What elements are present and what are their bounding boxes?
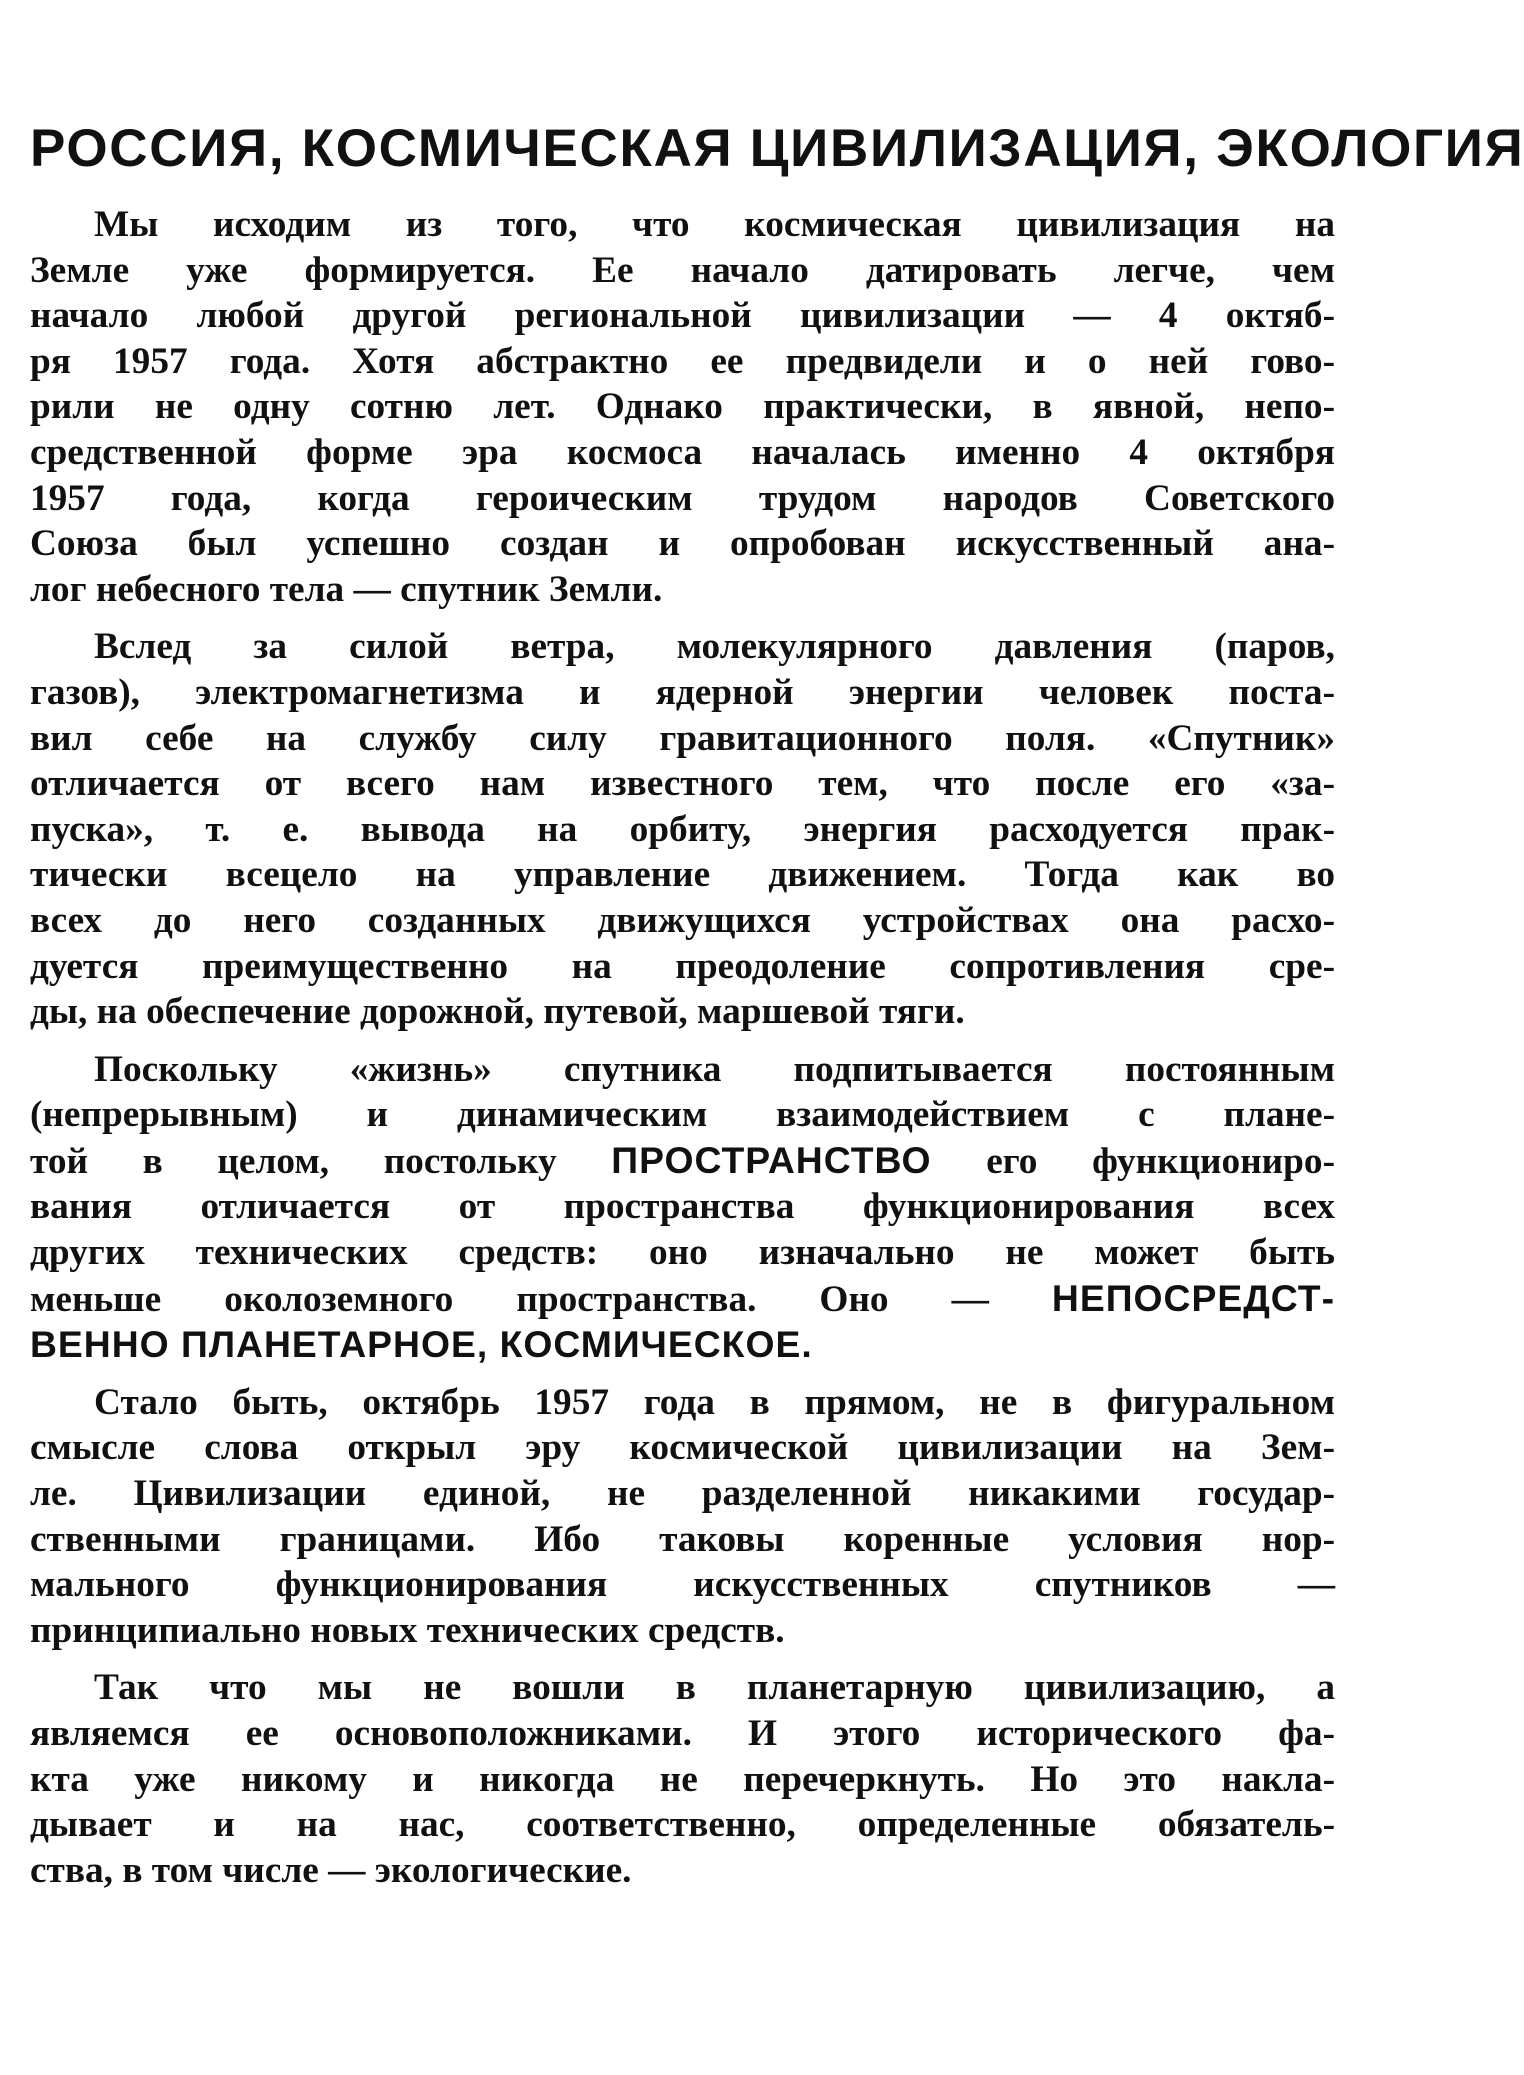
text-line: пуска», т. е. вывода на орбиту, энергия расходуется прак- xyxy=(30,808,1335,850)
text-line: Стало быть, октябрь 1957 года в прямом, не в фигуральном xyxy=(94,1381,1335,1423)
text-line: других технических средств: оно изначально не может быть xyxy=(30,1232,1335,1274)
text-line: газов), электромагнетизма и ядерной энергии человек поста- xyxy=(30,671,1335,713)
text-line: дуется преимущественно на преодоление сопротивления сре- xyxy=(30,945,1335,987)
text-line: средственной форме эра космоса началась именно 4 октября xyxy=(30,431,1335,473)
text-line: 1957 года, когда героическим трудом народов Советского xyxy=(30,477,1335,519)
text-line: (непрерывным) и динамическим взаимодействием с плане- xyxy=(30,1094,1335,1136)
text-line: тически всецело на управление движением. Тогда как во xyxy=(30,854,1335,896)
text-fragment: его функциониро- xyxy=(986,1140,1335,1182)
text-line: Мы исходим из того, что космическая цивилизация на xyxy=(94,204,1335,245)
text-fragment: той в целом, постольку xyxy=(30,1140,612,1182)
paragraph-1 xyxy=(30,202,1335,612)
paragraph-2 xyxy=(30,624,1335,1034)
paragraph-3 xyxy=(30,1047,1335,1368)
text-line: Союза был успешно создан и опробован искусственный ана- xyxy=(30,523,1335,565)
text-line: принципиально новых технических средств. xyxy=(30,1609,785,1651)
text-line: смысле слова открыл эру космической цивилизации на Зем- xyxy=(30,1427,1335,1469)
text-line xyxy=(30,1276,1335,1323)
text-line: Земле уже формируется. Ее начало датировать легче, чем xyxy=(30,249,1335,291)
text-line: Поскольку «жизнь» спутника подпитывается постоянным xyxy=(94,1048,1335,1090)
text-line: рили не одну сотню лет. Однако практически, в явной, непо- xyxy=(30,386,1335,428)
text-line: являемся ее основоположниками. И этого исторического фа- xyxy=(30,1713,1335,1754)
emphasis-space: ПРОСТРАНСТВО xyxy=(611,1138,932,1181)
emphasis-direct: НЕПОСРЕДСТ- xyxy=(1051,1276,1335,1319)
text-line: Вслед за силой ветра, молекулярного давления (паров, xyxy=(94,626,1335,668)
page-title: РОССИЯ, КОСМИЧЕСКАЯ ЦИВИЛИЗАЦИЯ, ЭКОЛОГИЯ xyxy=(30,119,1524,178)
text-line: ле. Цивилизации единой, не разделенной никакими государ- xyxy=(30,1473,1335,1515)
text-line xyxy=(30,1138,1335,1185)
emphasis-line: ВЕННО ПЛАНЕТАРНОЕ, КОСМИЧЕСКОЕ. xyxy=(30,1323,813,1366)
paragraph-4 xyxy=(30,1380,1335,1654)
paragraph-5 xyxy=(30,1665,1335,1893)
text-line: отличается от всего нам известного тем, что после его «за- xyxy=(30,763,1335,805)
text-line: ды, на обеспечение дорожной, путевой, маршевой тяги. xyxy=(30,991,965,1033)
page xyxy=(30,118,1524,1905)
text-fragment: меньше околоземного пространства. Оно — xyxy=(30,1278,1052,1320)
text-line: всех до него созданных движущихся устройствах она расхо- xyxy=(30,899,1335,941)
text-line: кта уже никому и никогда не перечеркнуть. Но это накла- xyxy=(30,1758,1335,1800)
text-line: ства, в том числе — экологические. xyxy=(30,1849,632,1891)
text-line: лог небесного тела — спутник Земли. xyxy=(30,568,663,610)
text-line: начало любой другой региональной цивилизации — 4 октяб- xyxy=(30,295,1335,337)
text-line: ря 1957 года. Хотя абстрактно ее предвидели и о ней гово- xyxy=(30,340,1335,382)
text-line: вил себе на службу силу гравитационного поля. «Спутник» xyxy=(30,717,1335,759)
text-line: дывает и на нас, соответственно, определенные обязатель- xyxy=(30,1804,1335,1846)
text-line: Так что мы не вошли в планетарную цивилизацию, а xyxy=(94,1667,1335,1709)
text-line: мального функционирования искусственных спутников — xyxy=(30,1564,1335,1606)
text-line: вания отличается от пространства функционирования всех xyxy=(30,1186,1335,1228)
text-line: ственными границами. Ибо таковы коренные условия нор- xyxy=(30,1518,1335,1560)
